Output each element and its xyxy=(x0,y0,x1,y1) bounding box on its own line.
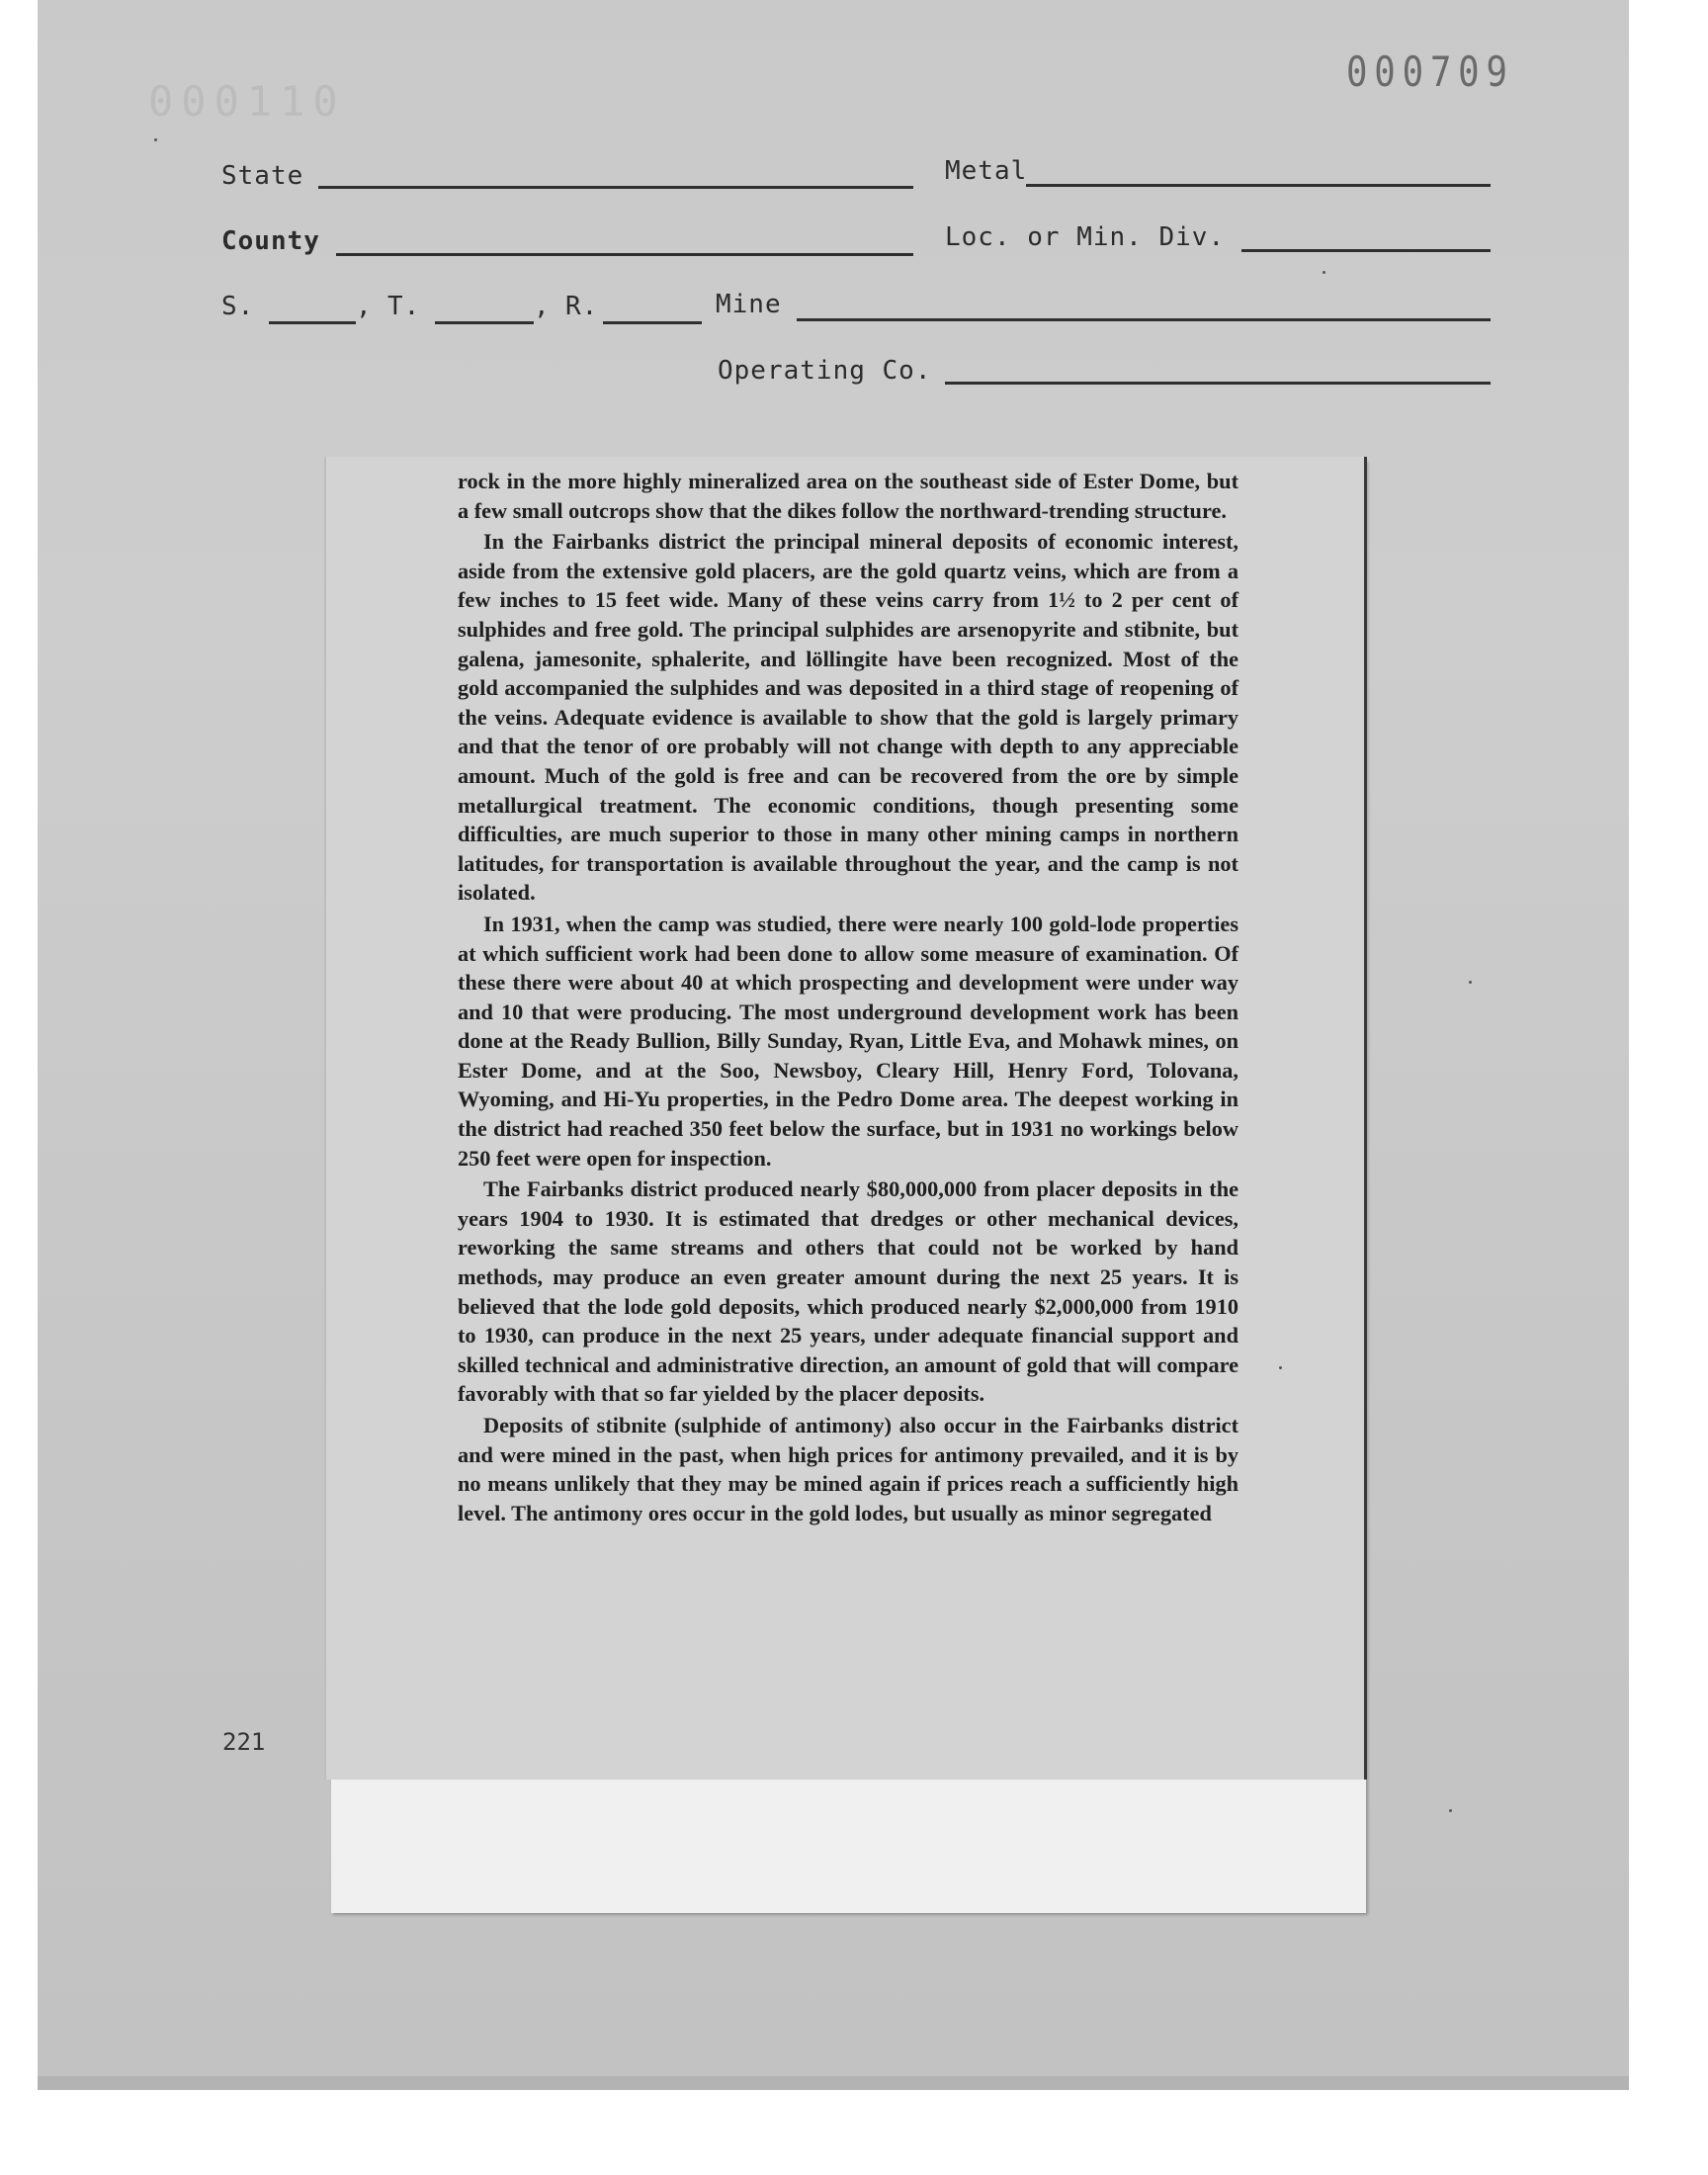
stamp-number: 000709 xyxy=(1346,47,1514,96)
mine-field-line xyxy=(797,318,1491,321)
metal-label: Metal xyxy=(945,156,1028,186)
dust-speck xyxy=(1279,1366,1282,1369)
section-field-line xyxy=(269,321,356,324)
operating-co-label: Operating Co. xyxy=(718,356,932,386)
dust-speck xyxy=(1469,981,1472,984)
location-field-line xyxy=(1241,249,1491,252)
state-field-line xyxy=(318,186,913,189)
article-paragraph: In 1931, when the camp was studied, there were nearly 100 gold-lode properties at which sufficient work had been done to allow some measure of examination. Of these there were about 40 at which prospecting and development were under way and 10 that were producing. The most underground development work has been done at the Ready Bullion, Billy Sunday, Ryan, Little Eva, and Mohawk mines, on Ester Dome, and at the Soo, Newsboy, Cleary Hill, Henry Ford, Tolovana, Wyoming, and Hi-Yu properties, in the Pedro Dome area. The deepest working in the district had reached 350 feet below the surface, but in 1931 no workings below 250 feet were open for inspection. xyxy=(458,911,1238,1171)
article-paragraph: In the Fairbanks district the principal mineral deposits of economic interest, aside from the extensive gold placers, are the gold quartz veins, which are from a few inches to 15 feet wide. Many of these veins carry from 1½ to 2 per cent of sulphides and free gold. The principal sulphides are arsenopyrite and stibnite, but galena, jamesonite, sphalerite, and löllingite have been recognized. Most of the gold accompanied the sulphides and was deposited in a third stage of reopening of the veins. Adequate evidence is available to show that the gold is largely primary and that the tenor of ore probably will not change with depth to any appreciable amount. Much of the gold is free and can be recovered from the ore by simple metallurgical treatment. The economic conditions, though presenting some difficulties, are much superior to those in many other mining camps in northern latitudes, for transportation is available throughout the year, and the camp is not isolated. xyxy=(458,529,1238,906)
article-paragraph: The Fairbanks district produced nearly $80,000,000 from placer deposits in the years 1904 to 1930. It is estimated that dredges or other mechanical devices, reworking the same streams and others that could not be worked by hand methods, may produce an even greater amount during the next 25 years. It is believed that the lode gold deposits, which produced nearly $2,000,000 from 1910 to 1930, can produce in the next 25 years, under adequate financial support and skilled technical and administrative direction, an amount of gold that will compare favorably with that so far yielded by the placer deposits. xyxy=(458,1176,1238,1407)
mine-label: Mine xyxy=(716,290,782,319)
section-label: S. xyxy=(221,292,255,321)
state-label: State xyxy=(221,161,304,191)
page-number: 221 xyxy=(222,1728,266,1756)
range-label: R. xyxy=(565,292,599,321)
county-field-line xyxy=(336,253,913,256)
county-label: County xyxy=(221,226,320,256)
location-label: Loc. or Min. Div. xyxy=(945,222,1226,252)
range-field-line xyxy=(603,321,702,324)
sheet-edge xyxy=(38,2076,1629,2090)
article-paragraph: rock in the more highly mineralized area on the southeast side of Ester Dome, but a few small outcrops show that the dikes follow the northward-trending structure. xyxy=(458,469,1238,523)
township-field-line xyxy=(435,321,534,324)
operating-co-field-line xyxy=(945,382,1491,385)
metal-field-line xyxy=(1026,184,1491,187)
clipping-bottom-margin xyxy=(331,1780,1366,1913)
dust-speck xyxy=(1449,1809,1452,1812)
article-paragraph: Deposits of stibnite (sulphide of antimony) also occur in the Fairbanks district and were mined in the past, when high prices for antimony prevailed, and it is by no means unlikely that they may be mined again if prices reach a sufficiently high level. The antimony ores occur in the gold lodes, but usually as minor segregated xyxy=(458,1413,1238,1525)
township-label: T. xyxy=(387,292,421,321)
article-text xyxy=(458,467,1238,1529)
dust-speck xyxy=(154,138,157,141)
dust-speck xyxy=(1323,271,1325,274)
ghost-stamp-number: 000110 xyxy=(148,77,346,126)
